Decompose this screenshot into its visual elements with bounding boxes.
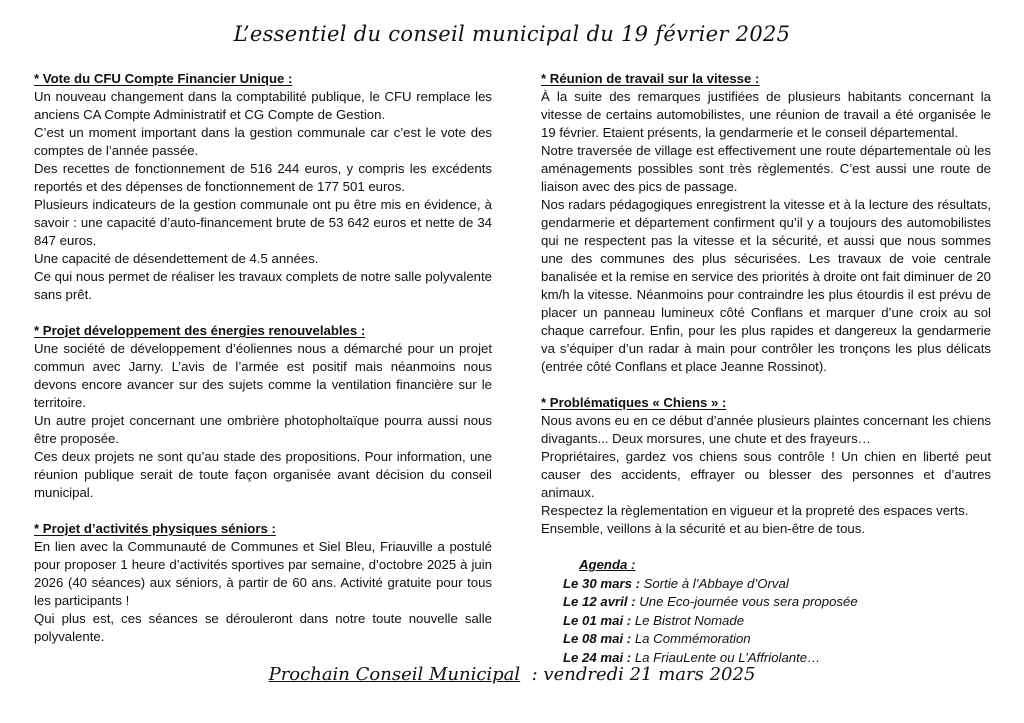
section-energies-renouvelables [34, 322, 492, 502]
paragraph: Nos radars pédagogiques enregistrent la vitesse et à la lecture des résultats, gendarmerie et département confirment qu’il y a toujours des automobilistes qui ne respectent pas la vitesse et la sécurité, et aussi que nous sommes une des communes des plus sécurisées. Les travaux de voie centrale banalisée et la remise en service des priorités à droite ont fait diminuer de 20 km/h la vitesse. Néanmoins pour contraindre les plus étourdis il est prévu de placer un panneau lumineux côté Conflans et marquer d’une croix au sol chaque carrefour. Enfin, pour les plus rapides et dangereux la gendarmerie va s’équiper d’un radar à main pour contrôler les tronçons les plus délicats (entrée côté Conflans et place Jeanne Rossinot). [541, 197, 991, 374]
paragraph: Notre traversée de village est effectivement une route départementale où les aménagements possibles sont très règlementés. C’est aussi une route de liaison avec des pics de passage. [541, 143, 991, 194]
agenda-item [563, 612, 991, 631]
section-activites-seniors [34, 520, 492, 646]
agenda-event: Sortie à l’Abbaye d’Orval [639, 575, 789, 591]
paragraph: Ce qui nous permet de réaliser les travaux complets de notre salle polyvalente sans prêt. [34, 269, 492, 302]
agenda-date: Le 24 mai : [563, 649, 632, 665]
section-heading: * Projet d’activités physiques séniors : [34, 521, 276, 536]
paragraph: Un autre projet concernant une ombrière photopholtaïque pourra aussi nous être proposée. [34, 413, 492, 446]
paragraph: Plusieurs indicateurs de la gestion communale ont pu être mis en évidence, à savoir : une capacité d’auto-financement brute de 53 642 euros et nette de 34 847 euros. [34, 197, 492, 248]
agenda-item [563, 575, 991, 594]
left-column [34, 70, 492, 664]
paragraph: En lien avec la Communauté de Communes et Siel Bleu, Friauville a postulé pour proposer 1 heure d’activités sportives par semaine, d’octobre 2025 à juin 2026 (40 séances) aux séniors, à partir de 60 ans. Activité gratuite pour tous les participants ! [34, 539, 492, 608]
paragraph: Ces deux projets ne sont qu’au stade des propositions. Pour information, une réunion publique serait de toute façon organisée avant décision du conseil municipal. [34, 449, 492, 500]
agenda-event: Une Eco-journée vous sera proposée [635, 594, 858, 609]
paragraph: Qui plus est, ces séances se dérouleront dans notre toute nouvelle salle polyvalente. [34, 611, 492, 644]
paragraph: Un nouveau changement dans la comptabilité publique, le CFU remplace les anciens CA Compte Administratif et CG Compte de Gestion. [34, 89, 492, 122]
agenda-date: Le 30 mars : [563, 575, 640, 591]
section-heading: * Réunion de travail sur la vitesse : [541, 71, 760, 86]
paragraph: Propriétaires, gardez vos chiens sous contrôle ! Un chien en liberté peut causer des accidents, effrayer ou blesser des personnes et d’autres animaux. [541, 449, 991, 500]
agenda [563, 556, 991, 667]
footer-date: : vendredi 21 mars 2025 [520, 664, 756, 685]
section-reunion-vitesse [541, 70, 991, 376]
agenda-item [563, 593, 991, 612]
next-council-footer [0, 664, 1024, 685]
paragraph: Une capacité de désendettement de 4.5 années. [34, 251, 319, 266]
section-chiens [541, 394, 991, 538]
agenda-date: Le 08 mai : [563, 631, 632, 646]
section-heading: * Problématiques « Chiens » : [541, 395, 727, 410]
agenda-date: Le 12 avril : [563, 594, 636, 609]
agenda-event: La FriauLente ou L’Affriolante… [631, 649, 821, 665]
section-heading: * Projet développement des énergies renouvelables : [34, 323, 366, 338]
paragraph: À la suite des remarques justifiées de plusieurs habitants concernant la vitesse de certains automobilistes, une réunion de travail a été organisée le 19 février. Etaient présents, la gendarmerie et le conseil départemental. [541, 89, 991, 140]
paragraph: Respectez la règlementation en vigueur et la propreté des espaces verts. [541, 503, 969, 518]
agenda-event: La Commémoration [631, 631, 751, 646]
agenda-event: Le Bistrot Nomade [631, 612, 745, 628]
paragraph: C’est un moment important dans la gestion communale car c’est le vote des comptes de l’année passée. [34, 125, 492, 158]
footer-label: Prochain Conseil Municipal [268, 664, 521, 685]
agenda-title: Agenda : [579, 557, 636, 572]
right-column [541, 70, 991, 667]
paragraph: Une société de développement d’éoliennes nous a démarché pour un projet commun avec Jarny. L’avis de l’armée est positif mais néanmoins nous devons encore avancer sur des sujets comme la ventilation financière sur le territoire. [34, 341, 492, 410]
paragraph: Ensemble, veillons à la sécurité et au bien-être de tous. [541, 521, 866, 536]
section-heading: * Vote du CFU Compte Financier Unique : [34, 71, 293, 86]
agenda-date: Le 01 mai : [563, 612, 632, 628]
paragraph: Des recettes de fonctionnement de 516 244 euros, y compris les excédents reportés et des dépenses de fonctionnement de 177 501 euros. [34, 161, 492, 194]
paragraph: Nous avons eu en ce début d’année plusieurs plaintes concernant les chiens divagants... Deux morsures, une chute et des frayeurs… [541, 413, 991, 446]
section-vote-cfu [34, 70, 492, 304]
page-title: L’essentiel du conseil municipal du 19 février 2025 [233, 22, 791, 46]
agenda-item [563, 630, 991, 649]
